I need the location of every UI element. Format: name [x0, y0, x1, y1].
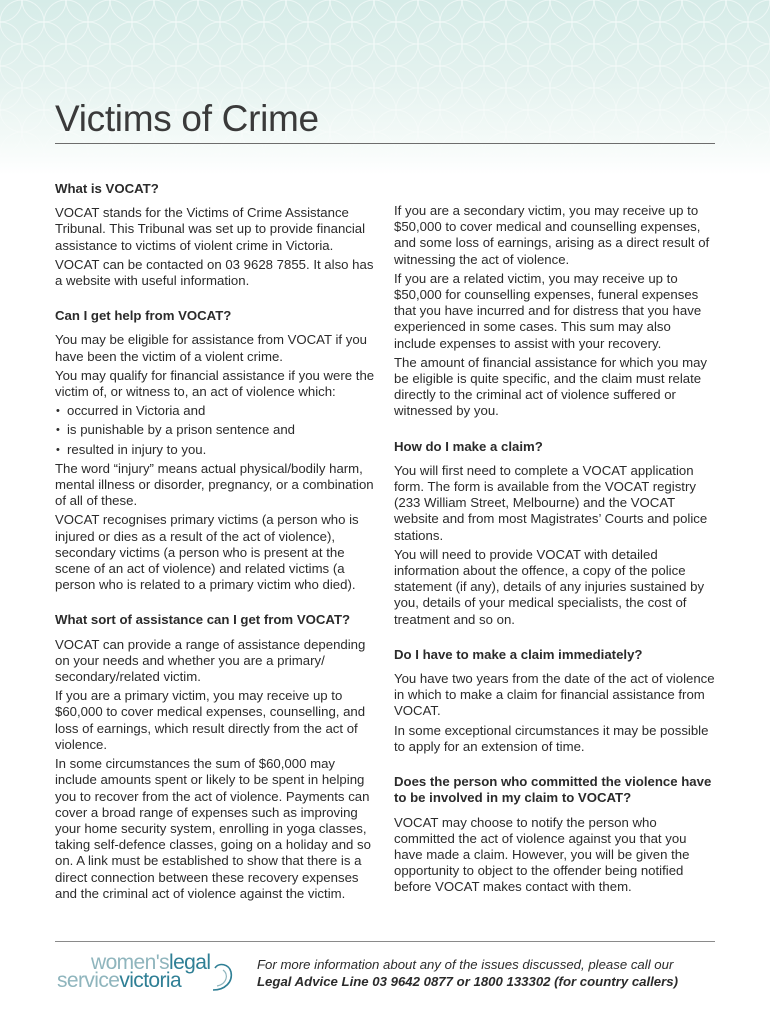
title-divider — [55, 143, 715, 144]
paragraph: VOCAT stands for the Victims of Crime Assistance Tribunal. This Tribunal was set up to provide financial assistance to victims of violent crime in Victoria. — [55, 205, 366, 253]
paragraph: In some exceptional circumstances it may be possible to apply for an extension of time. — [394, 722, 709, 754]
right-column — [394, 203, 716, 899]
womens-legal-service-victoria-logo — [57, 952, 247, 996]
paragraph: VOCAT can provide a range of assistance depending on your needs and whether you are a primary/ secondary/related victim. — [55, 636, 366, 685]
logo-swirl-icon — [207, 956, 237, 994]
footer-contact-note — [257, 957, 717, 990]
paragraph: The word “injury” means actual physical/bodily harm, mental illness or disorder, pregnancy, or a combination of all of these. — [55, 460, 374, 509]
section-heading-offender-involvement: Does the person who committed the violence have to be involved in my claim to VOCAT? — [394, 774, 712, 806]
paragraph: In some circumstances the sum of $60,000 may include amounts spent or likely to be spent in helping you to recover from the act of violence. Payments can cover a broad range of expenses such as improving your home security system, enrolling in yoga classes, taking self-defence classes, going on a holiday and so on. A link must be established to show that there is a direct connection between these recovery expenses and the criminal act of violence against the victim. — [55, 756, 371, 901]
left-column — [55, 181, 378, 905]
logo-line-2: servicevictoria — [57, 969, 182, 992]
paragraph: You will first need to complete a VOCAT application form. The form is available from the VOCAT registry (233 William Street, Melbourne) and the VOCAT website and from most Magistrates’ Courts and police stations. — [394, 462, 708, 543]
paragraph: You will need to provide VOCAT with detailed information about the offence, a copy of the police statement (if any), details of any injuries sustained by you, details of your medical specialists, the cost of treatment and so on. — [394, 546, 705, 627]
section-heading-what-is-vocat: What is VOCAT? — [55, 181, 159, 196]
list-item: • occurred in Victoria and — [55, 403, 378, 419]
page-title: Victims of Crime — [55, 98, 319, 139]
paragraph: You may qualify for financial assistance if you were the victim of, or witness to, an act of violence which: — [55, 367, 375, 400]
paragraph: VOCAT can be contacted on 03 9628 7855. It also has a website with useful information. — [55, 256, 374, 289]
paragraph: VOCAT recognises primary victims (a person who is injured or dies as a result of the act of violence), secondary victims (a person who is present at the scene of an act of violence) and related victims (a person who is related to a primary victim who died). — [55, 512, 359, 593]
paragraph: If you are a primary victim, you may receive up to $60,000 to cover medical expenses, counselling, and loss of earnings, which result directly from the act of violence. — [55, 688, 366, 752]
footer-note-line-1: For more information about any of the issues discussed, please call our — [257, 957, 674, 972]
paragraph: If you are a related victim, you may receive up to $50,000 for counselling expenses, funeral expenses that you have incurred and for distress that you have experienced in some cases. This sum may also include expenses to assist with your recovery. — [394, 270, 702, 351]
paragraph: The amount of financial assistance for which you may be eligible is quite specific, and the claim must relate directly to the criminal act of violence suffered or witnessed by you. — [394, 354, 707, 419]
paragraph: If you are a secondary victim, you may receive up to $50,000 to cover medical and counselling expenses, and some loss of earnings, arising as a direct result of witnessing the act of violence. — [394, 203, 710, 267]
logo-line-1: women'slegal — [91, 951, 211, 974]
header-pattern-background — [0, 0, 770, 175]
list-item: • resulted in injury to you. — [55, 442, 378, 458]
section-heading-can-i-get-help: Can I get help from VOCAT? — [55, 308, 232, 324]
footer-divider — [55, 941, 715, 942]
paragraph: You have two years from the date of the act of violence in which to make a claim for financial assistance from VOCAT. — [394, 671, 715, 719]
section-heading-make-a-claim: How do I make a claim? — [394, 438, 543, 454]
section-heading-assistance: What sort of assistance can I get from VOCAT? — [55, 612, 351, 628]
legal-advice-line: Legal Advice Line 03 9642 0877 or 1800 133302 (for country callers) — [257, 973, 679, 989]
list-item: • is punishable by a prison sentence and — [55, 422, 378, 438]
section-heading-claim-immediately: Do I have to make a claim immediately? — [394, 646, 643, 662]
circle-pattern-decoration — [0, 0, 770, 175]
eligibility-list — [55, 403, 378, 458]
paragraph: You may be eligible for assistance from VOCAT if you have been the victim of a violent crime. — [55, 332, 368, 364]
paragraph: VOCAT may choose to notify the person who committed the act of violence against you that you have made a claim. However, you will be given the opportunity to object to the offender being notified before VOCAT makes contact with them. — [394, 814, 690, 895]
